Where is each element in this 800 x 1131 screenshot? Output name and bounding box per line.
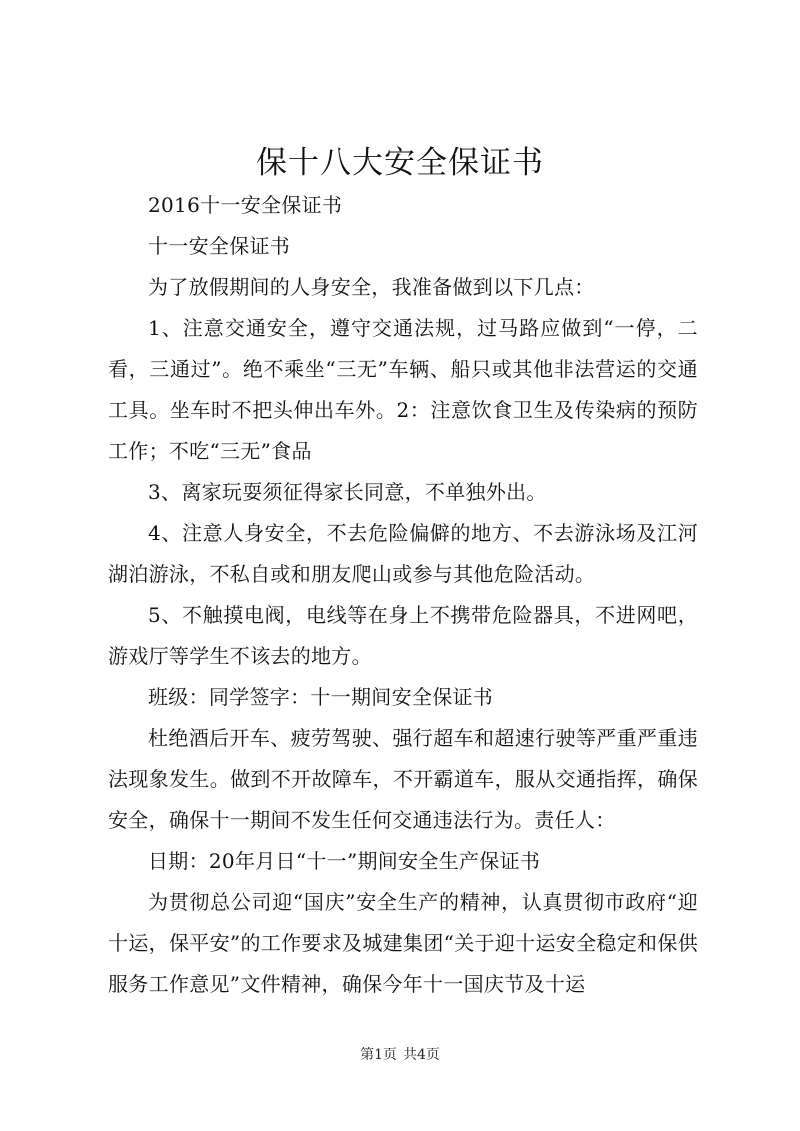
document-body — [108, 185, 698, 1005]
paragraph-item-1: 1、注意交通安全，遵守交通法规，过马路应做到“一停，二看，三通过”。绝不乘坐“三无”车辆、船只或其他非法营运的交通工具。坐车时不把头伸出车外。2：注意饮食卫生及传染病的预防工作；不吃“三无”食品 — [108, 316, 698, 463]
paragraph-signature-line: 班级：同学签字：十一期间安全保证书 — [148, 685, 494, 709]
paragraph-date-line: 日期：20年月日“十一”期间安全生产保证书 — [148, 849, 541, 873]
paragraph-item-3: 3、离家玩耍须征得家长同意，不单独外出。 — [148, 480, 547, 504]
paragraph-production-pledge: 为贯彻总公司迎“国庆”安全生产的精神，认真贯彻市政府“迎十运，保平安”的工作要求及城建集团“关于迎十运安全稳定和保供服务工作意见”文件精神，确保今年十一国庆节及十运 — [108, 890, 698, 996]
paragraph-item-5: 5、不触摸电阀，电线等在身上不携带危险器具，不进网吧，游戏厅等学生不该去的地方。 — [108, 603, 698, 668]
paragraph-intro: 为了放假期间的人身安全，我准备做到以下几点： — [148, 275, 595, 299]
paragraph-subtitle-2016: 2016十一安全保证书 — [148, 193, 343, 217]
paragraph-traffic-pledge: 杜绝酒后开车、疲劳驾驶、强行超车和超速行驶等严重严重违法现象发生。做到不开故障车，不开霸道车，服从交通指挥，确保安全，确保十一期间不发生任何交通违法行为。责任人： — [108, 726, 698, 832]
page-number: 第1页 — [360, 1047, 397, 1063]
paragraph-item-4: 4、注意人身安全，不去危险偏僻的地方、不去游泳场及江河湖泊游泳，不私自或和朋友爬山或参与其他危险活动。 — [108, 521, 698, 586]
page-total: 共4页 — [403, 1047, 440, 1063]
page-footer — [0, 1046, 800, 1064]
page-title: 保十八大安全保证书 — [256, 145, 544, 181]
paragraph-subtitle: 十一安全保证书 — [148, 234, 291, 258]
